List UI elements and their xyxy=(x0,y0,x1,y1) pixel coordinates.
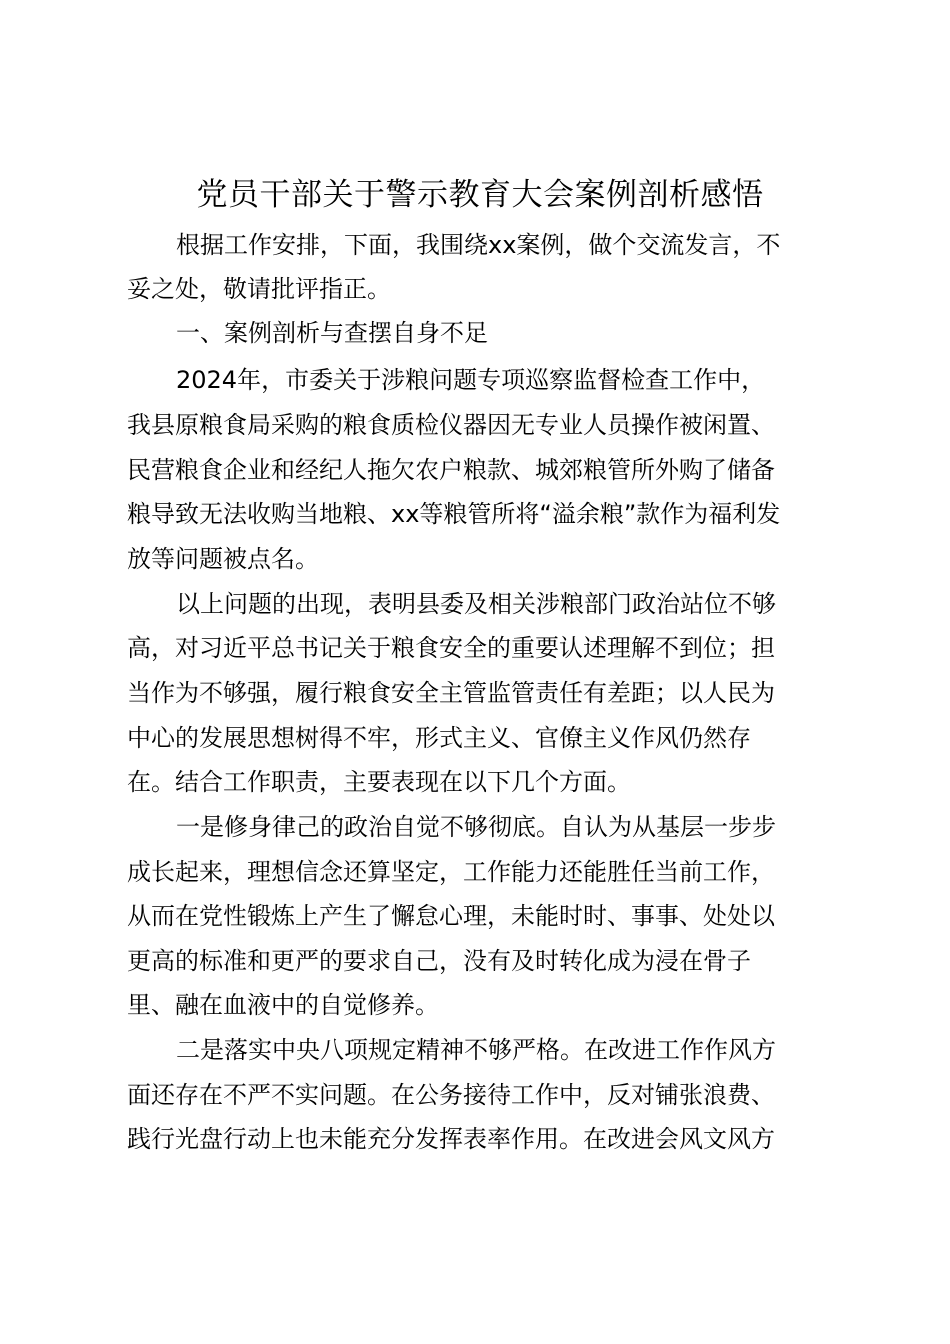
body-line: 一是修身律己的政治自觉不够彻底。自认为从基层一步步 xyxy=(176,813,776,841)
body-line: 在。结合工作职责，主要表现在以下几个方面。 xyxy=(127,768,631,796)
section-heading: 一、案例剖析与查摆自身不足 xyxy=(176,319,488,347)
body-line: 粮导致无法收购当地粮、xx等粮管所将“溢余粮”款作为福利发 xyxy=(127,500,781,528)
body-line: 2024年，市委关于涉粮问题专项巡察监督检查工作中， xyxy=(176,366,766,394)
body-line: 中心的发展思想树得不牢，形式主义、官僚主义作风仍然存 xyxy=(127,724,751,752)
body-line: 放等问题被点名。 xyxy=(127,545,319,573)
body-line: 妥之处，敬请批评指正。 xyxy=(127,275,391,303)
body-line: 我县原粮食局采购的粮食质检仪器因无专业人员操作被闲置、 xyxy=(127,411,775,439)
body-line: 成长起来，理想信念还算坚定，工作能力还能胜任当前工作， xyxy=(127,858,775,886)
body-line: 面还存在不严不实问题。在公务接待工作中，反对铺张浪费、 xyxy=(127,1081,775,1109)
body-line: 高，对习近平总书记关于粮食安全的重要认述理解不到位；担 xyxy=(127,634,775,662)
body-line: 以上问题的出现，表明县委及相关涉粮部门政治站位不够 xyxy=(176,590,776,618)
document-title: 党员干部关于警示教育大会案例剖析感悟 xyxy=(196,177,764,213)
body-line: 当作为不够强，履行粮食安全主管监管责任有差距；以人民为 xyxy=(127,679,775,707)
body-line: 根据工作安排，下面，我围绕xx案例，做个交流发言，不 xyxy=(176,231,781,259)
body-line: 更高的标准和更严的要求自己，没有及时转化成为浸在骨子 xyxy=(127,947,751,975)
body-line: 里、融在血液中的自觉修养。 xyxy=(127,991,439,1019)
body-line: 民营粮食企业和经纪人拖欠农户粮款、城郊粮管所外购了储备 xyxy=(127,456,775,484)
body-line: 从而在党性锻炼上产生了懈怠心理，未能时时、事事、处处以 xyxy=(127,902,775,930)
body-line: 二是落实中央八项规定精神不够严格。在改进工作作风方 xyxy=(176,1036,776,1064)
body-line: 践行光盘行动上也未能充分发挥表率作用。在改进会风文风方 xyxy=(127,1125,775,1153)
